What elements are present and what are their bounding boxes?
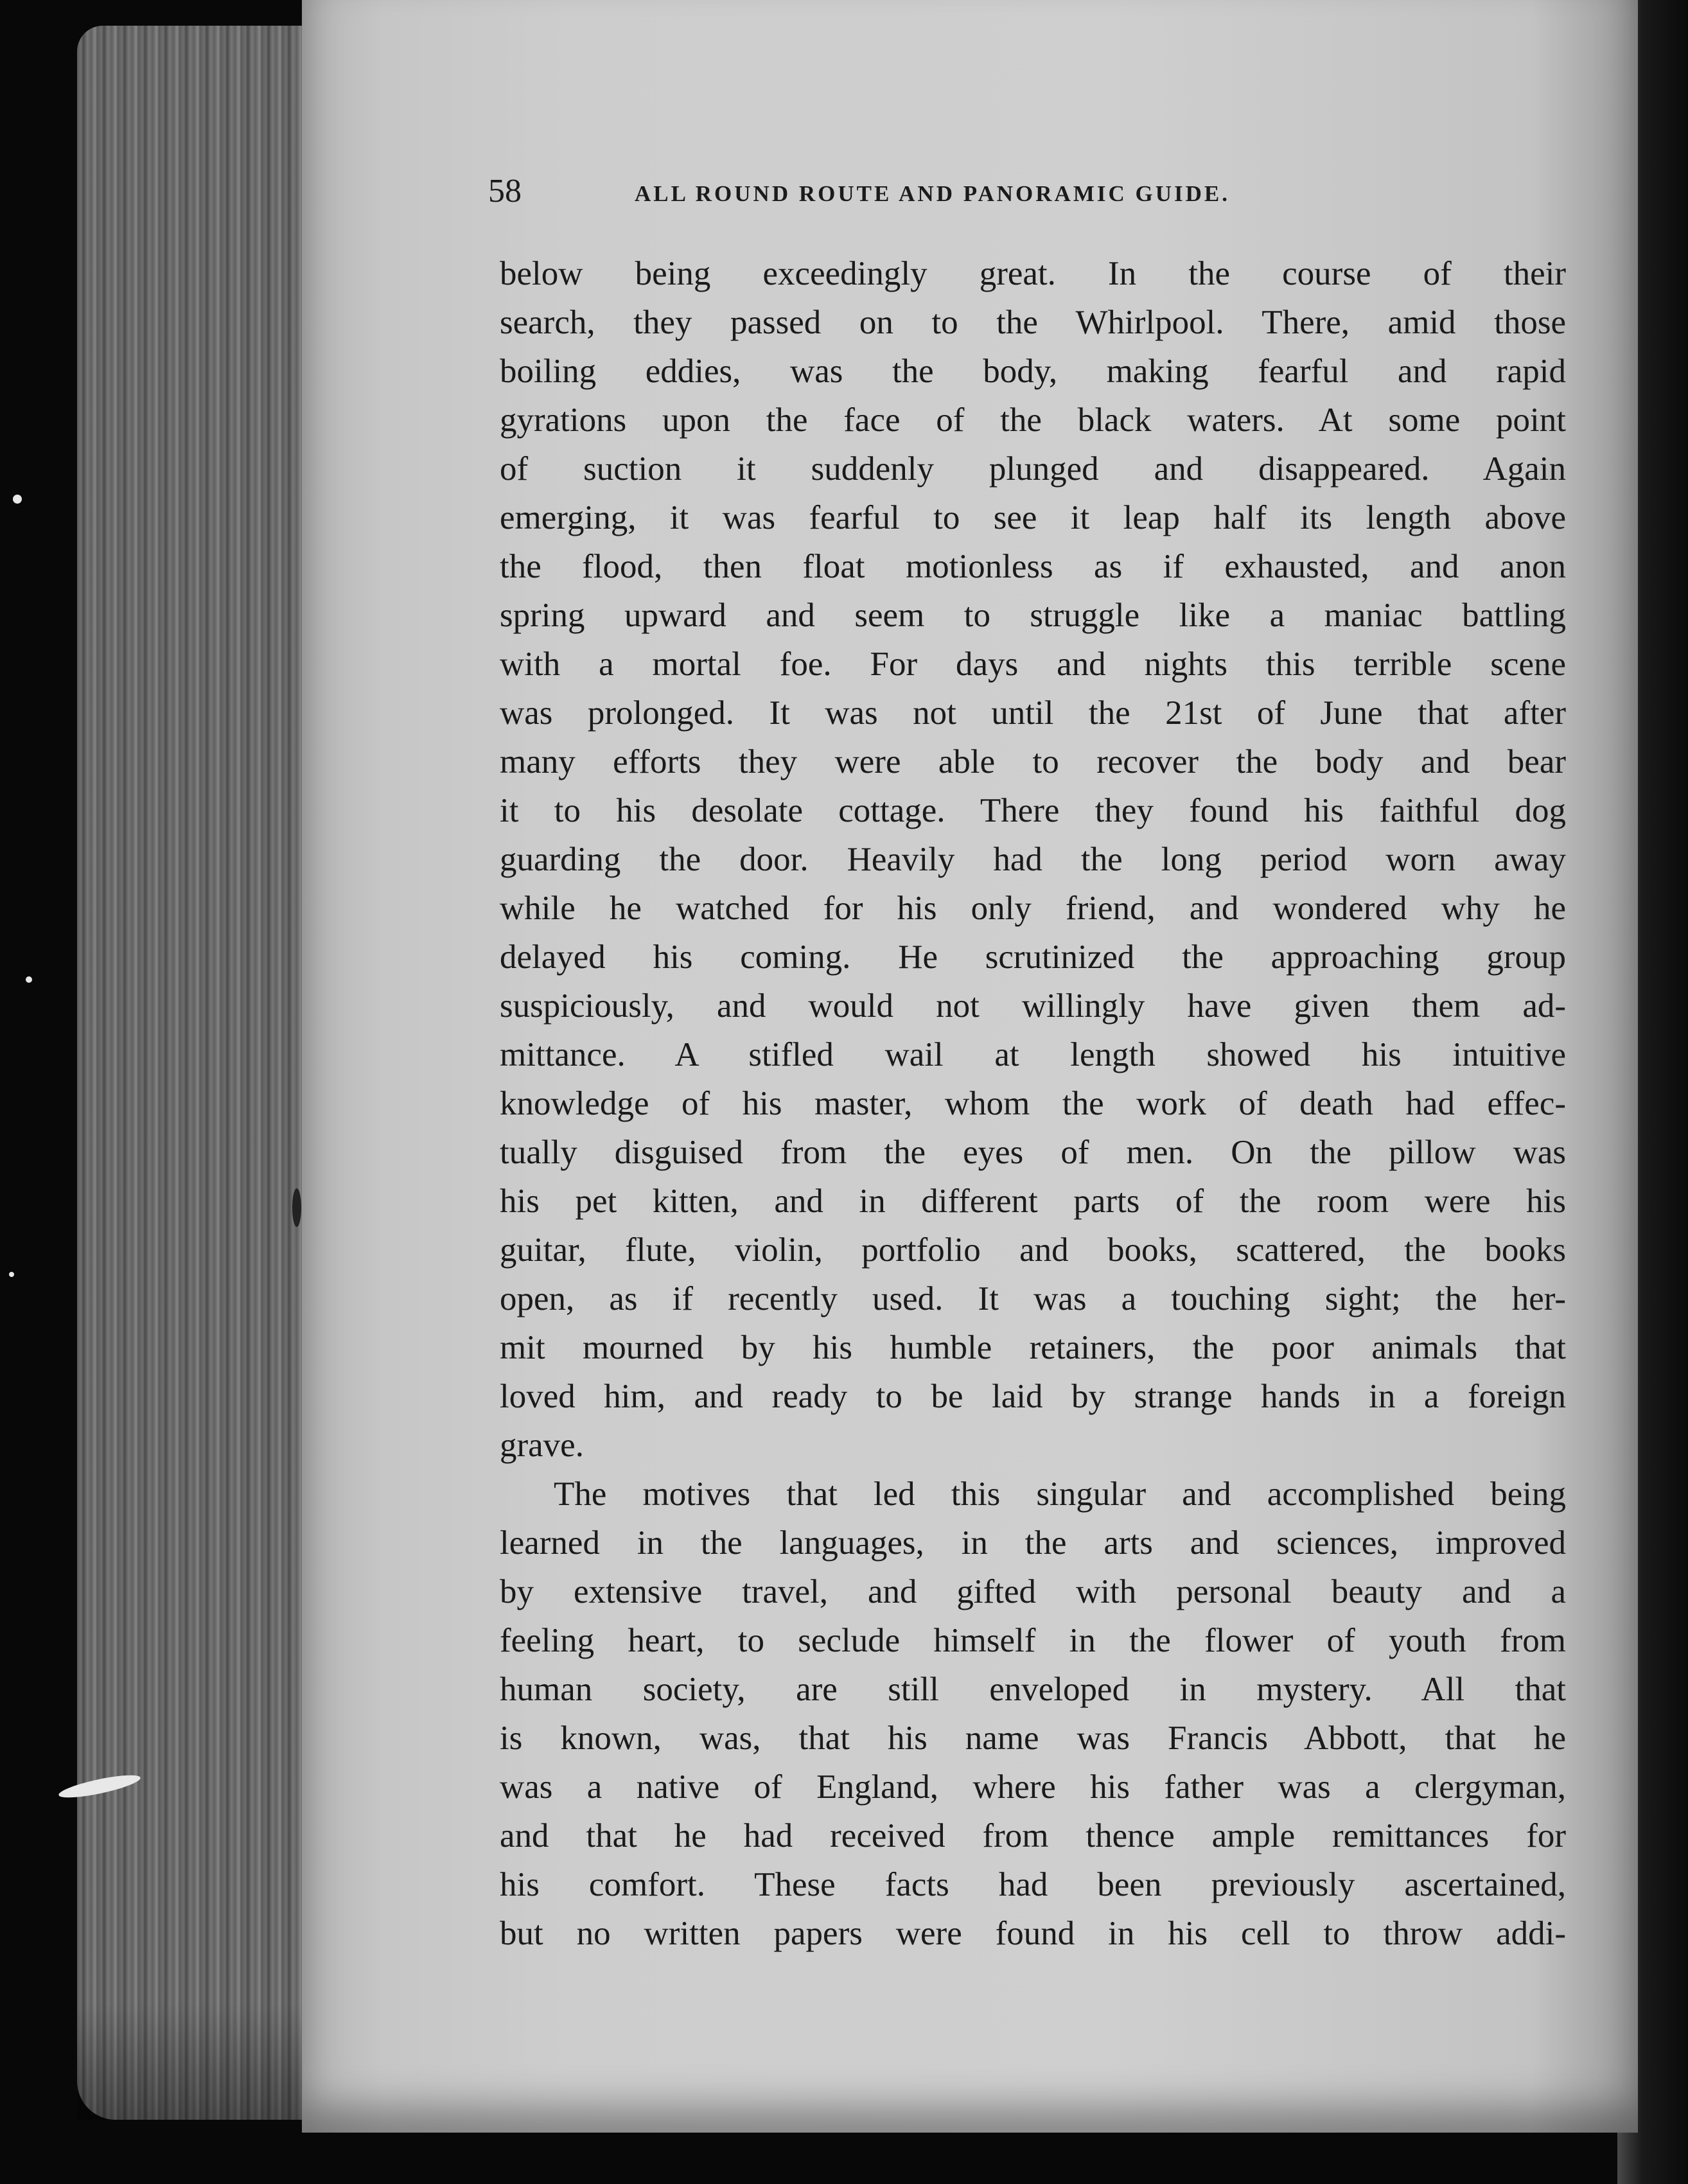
text-line: grave.	[500, 1427, 584, 1464]
text-line: but no written papers were found in his cell to throw addi-	[500, 1915, 1566, 1952]
text-line: search, they passed on to the Whirlpool. There, amid those	[500, 304, 1566, 341]
text-line: delayed his coming. He scrutinized the approaching group	[500, 938, 1566, 976]
text-line: with a mortal foe. For days and nights this terrible scene	[500, 646, 1566, 683]
text-line: suspiciously, and would not willingly have given them ad-	[500, 987, 1566, 1025]
scan-artifact	[9, 1272, 14, 1277]
text-line: feeling heart, to seclude himself in the flower of youth from	[500, 1622, 1566, 1659]
text-line: was prolonged. It was not until the 21st of June that after	[500, 694, 1566, 732]
text-line: knowledge of his master, whom the work of death had effec-	[500, 1085, 1566, 1122]
text-line: guarding the door. Heavily had the long period worn away	[500, 841, 1566, 878]
text-line: of suction it suddenly plunged and disappeared. Again	[500, 450, 1566, 488]
text-line: by extensive travel, and gifted with personal beauty and a	[500, 1573, 1566, 1610]
paragraph-2	[500, 1470, 1566, 1958]
page-header	[488, 172, 1439, 217]
text-line: mittance. A stifled wail at length showed his intuitive	[500, 1036, 1566, 1073]
text-line: gyrations upon the face of the black waters. At some point	[500, 401, 1566, 439]
running-head: ALL ROUND ROUTE AND PANORAMIC GUIDE.	[635, 181, 1231, 206]
text-line: The motives that led this singular and accomplished being	[554, 1475, 1566, 1513]
text-line: boiling eddies, was the body, making fearful and rapid	[500, 353, 1566, 390]
text-line: and that he had received from thence ample remittances for	[500, 1817, 1566, 1854]
text-line: mit mourned by his humble retainers, the poor animals that	[500, 1329, 1566, 1366]
text-line: below being exceedingly great. In the course of their	[500, 255, 1566, 292]
text-line: guitar, flute, violin, portfolio and books, scattered, the books	[500, 1231, 1566, 1269]
text-line: many efforts they were able to recover the body and bear	[500, 743, 1566, 780]
text-line: emerging, it was fearful to see it leap half its length above	[500, 499, 1566, 536]
text-line: spring upward and seem to struggle like a maniac battling	[500, 597, 1566, 634]
book-page-edges	[77, 26, 308, 2120]
text-line: loved him, and ready to be laid by strange hands in a foreign	[500, 1378, 1566, 1415]
text-line: human society, are still enveloped in mystery. All that	[500, 1671, 1566, 1708]
page-number: 58	[488, 173, 522, 209]
text-line: while he watched for his only friend, and wondered why he	[500, 890, 1566, 927]
page-body	[500, 249, 1566, 1958]
text-line: the flood, then float motionless as if exhausted, and anon	[500, 548, 1566, 585]
text-line: it to his desolate cottage. There they found his faithful dog	[500, 792, 1566, 829]
text-line: learned in the languages, in the arts and sciences, improved	[500, 1524, 1566, 1562]
scan-artifact	[292, 1188, 301, 1227]
scan-artifact	[26, 976, 32, 983]
text-line: his pet kitten, and in different parts of the room were his	[500, 1183, 1566, 1220]
paragraph-1	[500, 249, 1566, 1470]
text-line: open, as if recently used. It was a touching sight; the her-	[500, 1280, 1566, 1317]
scan-artifact	[13, 495, 22, 504]
text-line: tually disguised from the eyes of men. On the pillow was	[500, 1134, 1566, 1171]
text-line: was a native of England, where his father was a clergyman,	[500, 1768, 1566, 1806]
text-line: is known, was, that his name was Francis Abbott, that he	[500, 1720, 1566, 1757]
text-line: his comfort. These facts had been previously ascertained,	[500, 1866, 1566, 1903]
